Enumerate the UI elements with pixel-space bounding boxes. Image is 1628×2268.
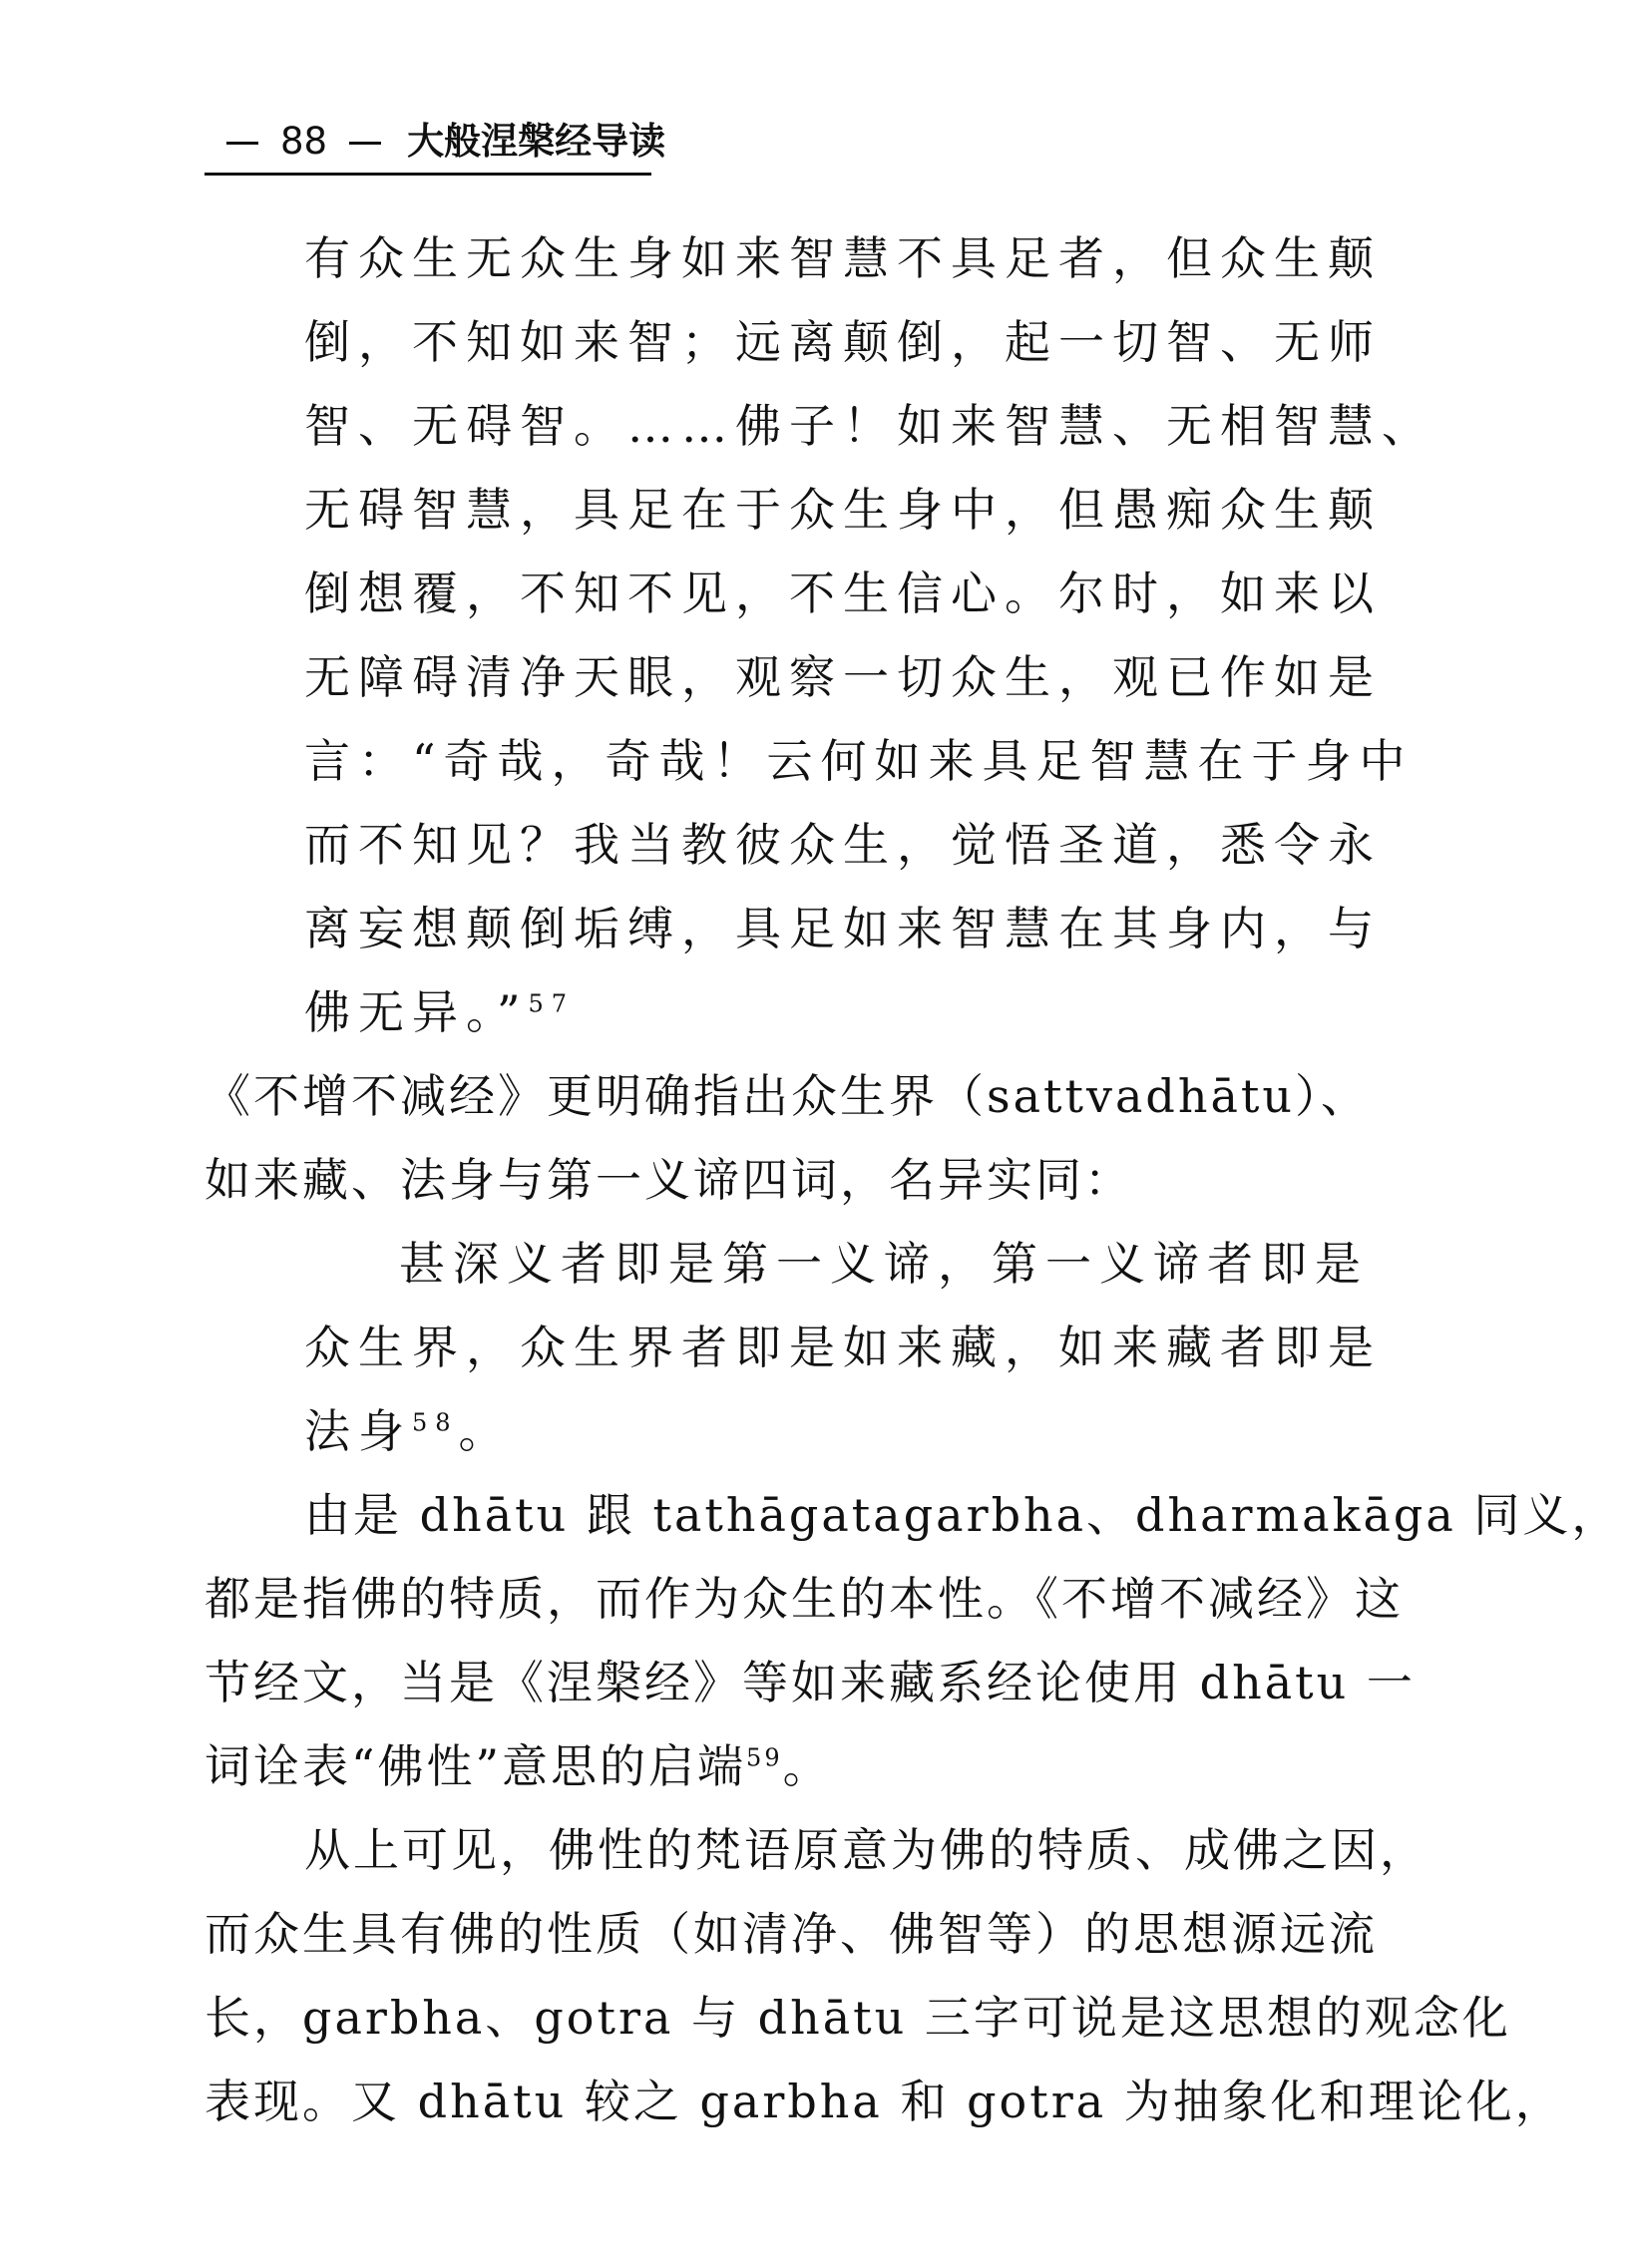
quote1-line: 言：“奇哉，奇哉！云何如来具足智慧在于身中 xyxy=(304,734,1414,788)
quote1-line: 而不知见？我当教彼众生，觉悟圣道，悉令永 xyxy=(304,818,1382,872)
quote1-line-last xyxy=(304,982,575,1042)
quote1-text: 佛无异。” xyxy=(304,985,529,1039)
page-header xyxy=(204,118,665,178)
footnote-ref-59: 59 xyxy=(746,1743,783,1772)
quote1-line: 倒，不知如来智；远离颠倒，起一切智、无师 xyxy=(304,315,1382,369)
footnote-ref-58: 58 xyxy=(412,1408,459,1437)
paragraph2-line: 由是 dhātu 跟 tathāgatagarbha、dharmakāga 同义， xyxy=(304,1488,1621,1542)
quote1-line: 无障碍清净天眼，观察一切众生，观已作如是 xyxy=(304,650,1382,704)
quote1-line: 智、无碍智。……佛子！如来智慧、无相智慧、 xyxy=(304,399,1435,453)
page-number: 88 xyxy=(280,120,328,163)
footnote-ref-57: 57 xyxy=(528,989,576,1018)
paragraph3-line: 而众生具有佛的性质（如清净、佛智等）的思想源远流 xyxy=(204,1907,1378,1961)
paragraph2-line: 节经文，当是《涅槃经》等如来藏系经论使用 dhātu 一 xyxy=(204,1656,1416,1709)
quote2-end: 。 xyxy=(458,1404,513,1458)
quote1-line: 有众生无众生身如来智慧不具足者，但众生颠 xyxy=(304,231,1382,285)
paragraph3-line: 长，garbha、gotra 与 dhātu 三字可说是这思想的观念化 xyxy=(204,1991,1511,2045)
paragraph3-line: 从上可见，佛性的梵语原意为佛的特质、成佛之因， xyxy=(304,1823,1428,1877)
quote1-line: 倒想覆，不知不见，不生信心。尔时，如来以 xyxy=(304,567,1382,620)
quote2-text: 法身 xyxy=(304,1404,412,1458)
header-dash-right xyxy=(349,142,381,145)
header-dash-left xyxy=(226,142,258,145)
book-title: 大般涅槃经导读 xyxy=(407,120,666,163)
header-rule xyxy=(204,173,651,176)
quote1-line: 离妄想颠倒垢缚，具足如来智慧在其身内，与 xyxy=(304,902,1382,955)
paragraph2-end: 。 xyxy=(782,1739,832,1793)
quote2-line: 甚深义者即是第一义谛，第一义谛者即是 xyxy=(399,1237,1369,1291)
quote1-line: 无碍智慧，具足在于众生身中，但愚痴众生颠 xyxy=(304,483,1382,537)
paragraph2-line-last xyxy=(204,1736,832,1796)
paragraph1-line: 如来藏、法身与第一义谛四词，名异实同： xyxy=(204,1153,1133,1207)
quote2-line: 众生界，众生界者即是如来藏，如来藏者即是 xyxy=(304,1321,1382,1374)
paragraph1-line: 《不增不减经》更明确指出众生界（sattvadhātu）、 xyxy=(204,1069,1371,1123)
quote2-line-last xyxy=(304,1401,513,1461)
paragraph2-text: 词诠表“佛性”意思的启端 xyxy=(204,1739,747,1793)
paragraph3-line: 表现。又 dhātu 较之 garbha 和 gotra 为抽象化和理论化， xyxy=(204,2075,1564,2128)
paragraph2-line: 都是指佛的特质，而作为众生的本性。《不增不减经》这 xyxy=(204,1572,1404,1626)
